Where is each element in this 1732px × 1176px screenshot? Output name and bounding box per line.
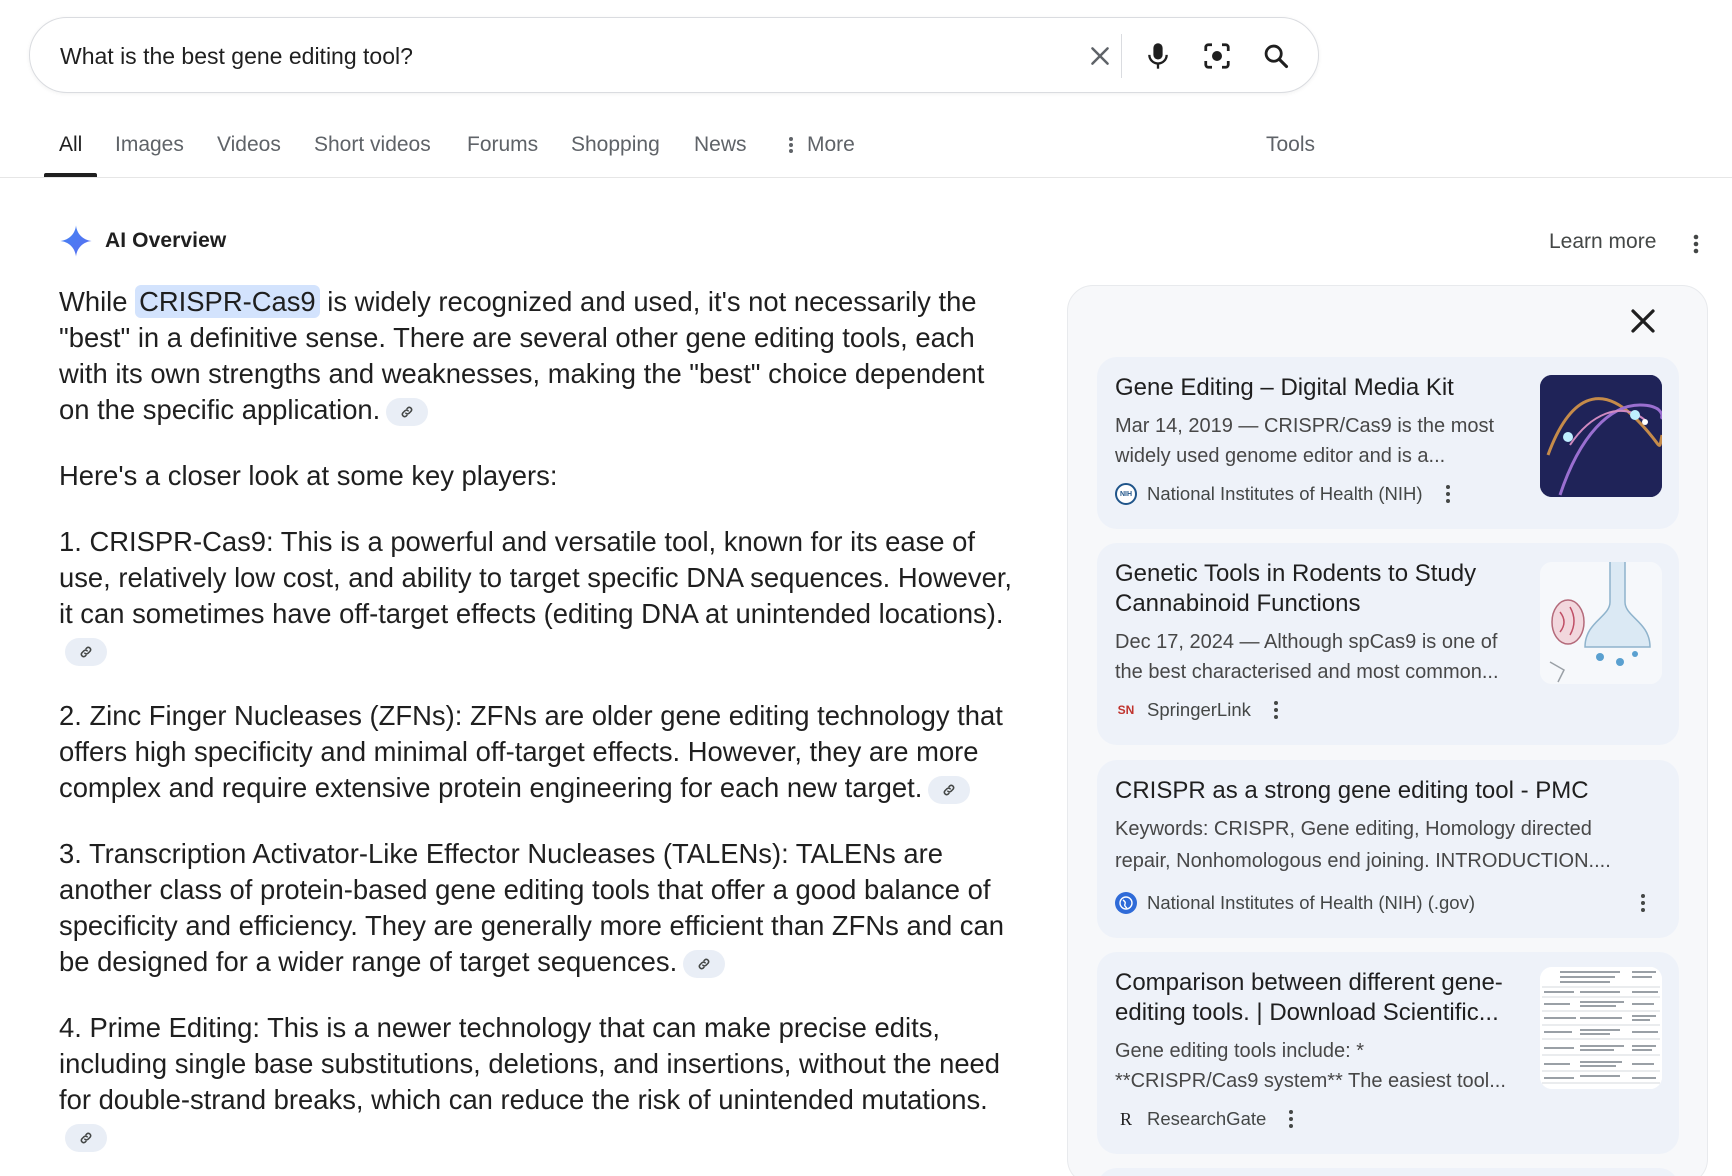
search-divider [1121,34,1122,78]
tab-shopping[interactable]: Shopping [571,133,660,156]
microphone-icon[interactable] [1142,40,1174,72]
active-tab-indicator [44,173,97,177]
source-card[interactable] [1097,357,1679,529]
ai-overview-header [59,224,226,258]
more-vert-icon[interactable] [1445,483,1451,505]
source-card[interactable] [1097,760,1679,938]
tab-all[interactable]: All [59,133,83,156]
item-talen-text: 3. Transcription Activator-Like Effector Nucleases (TALENs): TALENs are another class of protein-based gene editing tools that offer a good balance of specificity and efficiency. They are generally more efficient than ZFNs and can be designed for a wider range of target sequences. [59,838,1004,977]
tab-more-label: More [807,133,855,156]
source-title[interactable]: CRISPR as a strong gene editing tool - PMC [1115,777,1589,804]
table-thumbnail [1540,967,1662,1089]
search-input[interactable] [60,36,1040,76]
tab-forums[interactable]: Forums [467,133,539,156]
link-icon [697,957,711,971]
tools-button[interactable]: Tools [1266,133,1316,156]
source-snippet: Gene editing tools include: * [1115,1040,1365,1062]
more-vert-icon[interactable] [1273,699,1279,721]
list-item [59,1010,1019,1154]
source-snippet: Mar 14, 2019 — CRISPR/Cas9 is the most [1115,415,1495,437]
source-attribution [1115,892,1475,914]
intro-after: is widely recognized and used, it's not necessarily the "best" in a definitive sense. There are several other gene editing tools, each with its own strengths and weaknesses, making the "best" choice dependent on the specific application. [59,286,985,425]
nih-favicon: NIH [1115,483,1137,505]
list-item [59,698,1019,806]
springer-favicon: SN [1115,699,1137,721]
source-snippet: Keywords: CRISPR, Gene editing, Homology directed [1115,818,1592,840]
source-title[interactable]: Comparison between different gene-editing tools. | Download Scientific... [1115,969,1503,1026]
source-attribution [1115,699,1279,721]
citation-link-button[interactable] [683,950,725,978]
source-name: ResearchGate [1147,1108,1267,1129]
more-vert-icon[interactable] [1288,1108,1294,1130]
sparkle-icon [59,224,93,258]
source-snippet: widely used genome editor and is a... [1115,445,1446,467]
source-title[interactable]: Genetic Tools in Rodents to Study Cannabinoid Functions [1115,560,1477,617]
citation-link-button[interactable] [386,398,428,426]
tab-videos[interactable]: Videos [217,133,281,156]
source-attribution [1115,1108,1294,1130]
neuron-diagram-thumbnail [1540,562,1662,684]
ai-overview-body [59,284,1019,1176]
tab-short-videos[interactable]: Short videos [314,133,431,156]
item-prime-text: 4. Prime Editing: This is a newer technology that can make precise edits, including single base substitutions, deletions, and insertions, without the need for double-strand breaks, which can reduce the risk of unintended mutations. [59,1012,1001,1115]
link-icon [79,645,93,659]
highlight-crispr[interactable]: CRISPR-Cas9 [135,285,320,318]
list-item [59,524,1019,668]
source-name: National Institutes of Health (NIH) (.gov) [1147,892,1475,913]
close-panel-icon[interactable] [1628,306,1658,336]
tab-news[interactable]: News [694,133,747,156]
search-tabs [0,110,1732,178]
more-vert-icon[interactable] [1640,892,1646,914]
search-icon[interactable] [1260,40,1292,72]
source-title[interactable]: Gene Editing – Digital Media Kit [1115,374,1454,401]
citation-link-button[interactable] [928,776,970,804]
intro-paragraph [59,284,1019,428]
source-snippet: the best characterised and most common... [1115,661,1499,683]
camera-lens-icon[interactable] [1201,40,1233,72]
dna-thumbnail [1540,375,1662,497]
source-snippet: repair, Nonhomologous end joining. INTRODUCTION.... [1115,850,1611,872]
source-snippet: Dec 17, 2024 — Although spCas9 is one of [1115,631,1498,653]
link-icon [79,1131,93,1145]
more-vert-icon [787,135,795,155]
link-icon [400,405,414,419]
tab-more[interactable] [787,133,855,157]
source-attribution [1115,483,1451,505]
learn-more-link[interactable]: Learn more [1549,230,1657,253]
source-card[interactable] [1097,952,1679,1154]
ai-overview-title: AI Overview [105,229,227,252]
source-name: SpringerLink [1147,699,1251,720]
close-icon[interactable] [1084,40,1116,72]
globe-icon [1115,892,1137,914]
more-options-icon[interactable] [1686,230,1706,258]
list-item [59,836,1019,980]
citation-link-button[interactable] [65,1124,107,1152]
intro-before: While [59,286,136,317]
source-snippet: **CRISPR/Cas9 system** The easiest tool... [1115,1070,1506,1092]
search-bar[interactable] [29,17,1319,93]
source-card[interactable] [1097,1168,1679,1176]
lead-paragraph: Here's a closer look at some key players: [59,460,558,491]
citation-link-button[interactable] [65,638,107,666]
source-name: National Institutes of Health (NIH) [1147,483,1423,504]
link-icon [942,783,956,797]
tab-images[interactable]: Images [115,133,184,156]
researchgate-favicon: R [1119,1108,1132,1129]
source-card[interactable] [1097,543,1679,745]
item-zfn-text: 2. Zinc Finger Nucleases (ZFNs): ZFNs are older gene editing technology that offers high specificity and minimal off-target effects. However, they are more complex and require extensive protein engineering for each new target. [59,700,1003,803]
item-crispr-text: 1. CRISPR-Cas9: This is a powerful and versatile tool, known for its ease of use, relatively low cost, and ability to target specific DNA sequences. However, it can sometimes have off-target effects (editing DNA at unintended locations). [59,526,1013,629]
